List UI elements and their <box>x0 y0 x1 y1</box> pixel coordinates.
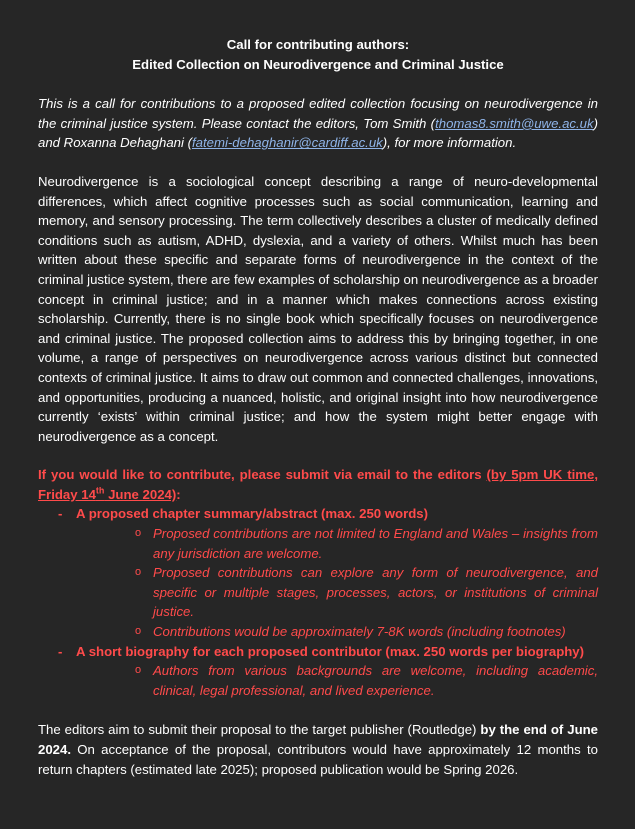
requirement-label: A proposed chapter summary/abstract (max. 250 words) <box>76 506 429 522</box>
subpoint-text: Proposed contributions are not limited to England and Wales – insights from any jurisdiction are welcome. <box>153 526 598 561</box>
title-line-1: Call for contributing authors: <box>226 37 410 52</box>
subpoint-text: Contributions would be approximately 7-8K words (including footnotes) <box>153 624 566 640</box>
bullet-circle-icon: o <box>135 625 142 638</box>
bullet-circle-icon: o <box>135 664 142 677</box>
email-link-tom-smith[interactable]: thomas8.smith@uwe.ac.uk <box>435 115 594 131</box>
contribute-call <box>38 465 598 504</box>
subpoint-item <box>76 661 598 700</box>
contribute-lead-end: : <box>176 486 181 502</box>
requirement-subpoints <box>76 661 598 700</box>
contribute-lead: If you would like to contribute, please submit via email to the editors <box>38 467 487 483</box>
subpoint-text: Proposed contributions can explore any form of neurodivergence, and specific or multiple stages, processes, actors, or institutions of criminal justice. <box>153 565 598 620</box>
title-line-2: Edited Collection on Neurodivergence and Criminal Justice <box>132 56 504 72</box>
deadline-part-2: June 2024) <box>104 486 177 502</box>
bullet-circle-icon: o <box>135 566 142 579</box>
subpoint-item <box>76 563 598 622</box>
deadline-ordinal: th <box>95 485 105 496</box>
email-link-roxanna-dehaghani[interactable]: fatemi-dehaghanir@cardiff.ac.uk <box>191 135 383 151</box>
closing-text-after: On acceptance of the proposal, contributors would have approximately 12 months to return chapters (estimated late 2025); proposed publication would be Spring 2026. <box>38 742 598 777</box>
requirement-item <box>38 642 598 701</box>
requirement-item <box>38 504 598 641</box>
intro-text-middle: ) and Roxanna Dehaghani ( <box>38 115 598 151</box>
subpoint-item <box>76 622 598 642</box>
intro-text-after: ), for more information. <box>382 135 517 151</box>
deadline-part-1: (by 5pm UK time, Friday 14 <box>38 467 598 502</box>
body-paragraph: Neurodivergence is a sociological concept describing a range of neuro-developmental differences, which affect cognitive processes such as social communication, learning and memory, and sensory processing. The term collectively describes a cluster of medically defined conditions such as autism, ADHD, dyslexia, and a variety of others. Whilst much has been written about these specific and separate forms of neurodivergence in the context of the criminal justice system, there are few examples of scholarship on neurodivergence as a broader concept in criminal justice; and in a manner which makes connections across existing scholarship. Currently, there is no single book which specifically focuses on neurodivergence and criminal justice. The proposed collection aims to address this by bringing together, in one volume, a range of perspectives on neurodivergence across various distinct but connected contexts of criminal justice. It aims to draw out common and connected challenges, innovations, and opportunities, producing a nuanced, holistic, and original insight into how neurodivergence currently ‘exists’ within criminal justice; and how the system might better engage with neurodivergence as a concept. <box>38 173 598 444</box>
closing-paragraph <box>38 720 598 779</box>
intro-paragraph <box>38 94 598 153</box>
bullet-circle-icon: o <box>135 527 142 540</box>
closing-text-before: The editors aim to submit their proposal to the target publisher (Routledge) <box>38 722 481 738</box>
closing-deadline: by the end of June 2024. <box>38 722 599 757</box>
subpoint-item <box>76 524 598 563</box>
requirement-label: A short biography for each proposed contributor (max. 250 words per biography) <box>76 643 585 659</box>
requirement-subpoints <box>76 524 598 642</box>
subpoint-text: Authors from various backgrounds are welcome, including academic, clinical, legal professional, and lived experience. <box>153 663 598 698</box>
requirements-list <box>38 504 598 700</box>
intro-text-before: This is a call for contributions to a proposed edited collection focusing on neurodivergence in the criminal justice system. Please contact the editors, Tom Smith ( <box>38 96 598 131</box>
